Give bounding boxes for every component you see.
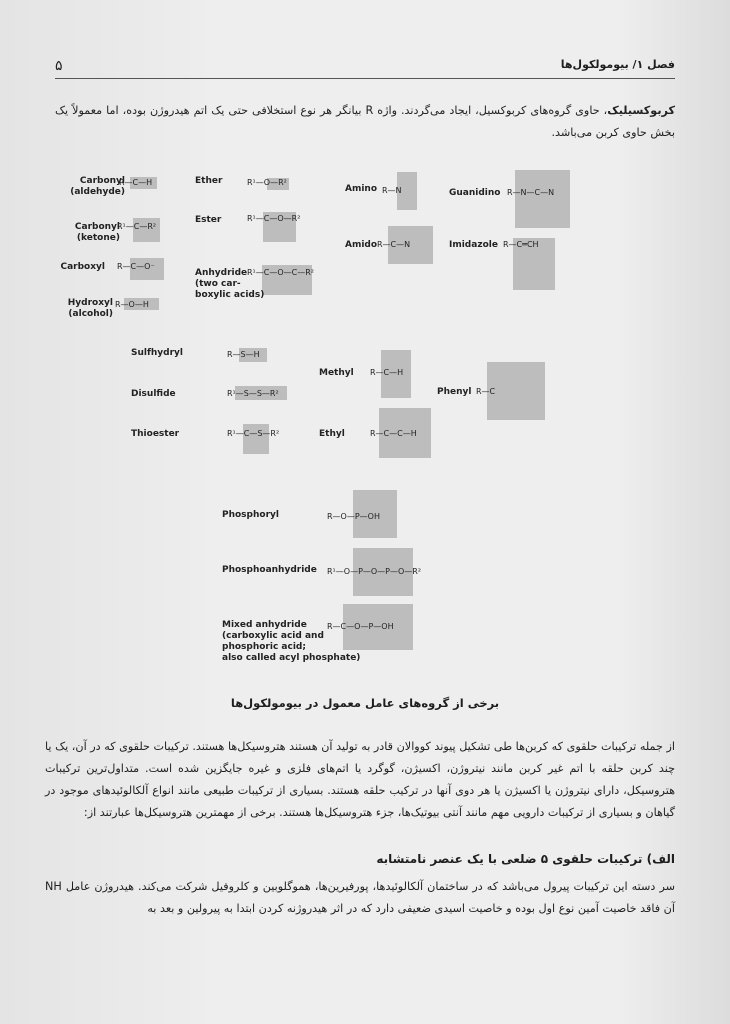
structural-formula: R—S—H [227,350,260,359]
group-name: Guanidino [449,188,501,198]
group-name: Phosphoanhydride [222,565,317,575]
structural-formula: R—C—H [370,368,404,377]
group-name: Methyl [319,368,354,378]
group-name: Carbonyl (ketone) [74,222,120,243]
group-name: Ester [195,215,222,225]
group-name: Anhydride (two car- boxylic acids) [195,268,265,300]
chapter-title: فصل ۱/ بیومولکول‌ها [560,58,675,71]
group-name: Carboxyl [60,262,105,272]
structural-formula: R¹—C—R² [117,222,157,231]
structural-formula: R—C═CH [503,240,539,249]
structural-formula: R—O—H [115,300,149,309]
intro-paragraph [55,100,675,144]
group-name: Thioester [131,429,180,439]
group-name: Carbonyl (aldehyde) [70,176,125,197]
structural-formula: R¹—C—O—R² [247,214,301,223]
functional-groups-figure [55,160,675,680]
group-name: Phenyl [437,387,472,397]
group-name: Amido [345,240,378,250]
structural-formula: R—C [476,387,496,396]
page-number: ۵ [55,58,63,74]
group-name: Amino [345,184,378,194]
highlight [487,362,545,420]
structural-formula: R—C—N [377,240,411,249]
paragraph-pyrrole: سر دسته این ترکیبات پیرول می‌باشد که در ساختمان آلکالوئیدها، پورفیرین‌ها، هموگلوبین و کلروفیل شرکت می‌کند. هیدروژن عامل NH آن فاقد خاصیت آمین نوع اول بوده و خاصیت اسیدی ضعیفی دارد که در اثر هیدروژنه کردن ابتدا به پیرولین و بعد به [45,880,675,915]
group-name: Ether [195,176,223,186]
group-name: Phosphoryl [222,510,279,520]
structural-formula: R—O—P—OH [327,512,380,521]
structural-formula: R¹—O—R² [247,178,287,187]
structural-formula: R—C—H [119,178,153,187]
group-name: Hydroxyl (alcohol) [67,298,113,319]
group-name: Disulfide [131,389,176,399]
structural-formula: R—C—O⁻ [117,262,155,271]
group-name: Sulfhydryl [131,348,183,358]
paragraph-heterocycles: از جمله ترکیبات حلقوی که کربن‌ها طی تشکیل پیوند کووالان قادر به تولید آن هستند هتروسیکل‌ها هستند. ترکیبات حلقوی که در آن، یک یا چند کربن حلقه با اتم غیر کربن مانند نیتروژن، اکسیژن، گوگرد یا اتم‌های فلزی و غیره جایگزین شده است. متداول‌ترین ترکیبات هتروسیکل، دارای نیتروژن یا اکسیژن یا هر دوی آنها در ترکیب حلقه هستند. بسیاری از ترکیبات طبیعی مانند انواع آلکالوئیدهای موجود در گیاهان و بسیاری از ترکیبات دارویی مهم مانند آنتی بیوتیک‌ها، جزء هتروسیکل‌ها هستند. برخی از مهمترین هتروسیکل‌ها عبارتند از: [45,740,675,819]
highlight [515,170,570,228]
group-name: Imidazole [449,240,498,250]
structural-formula: R—C—O—P—OH [327,622,394,631]
intro-term: کربوکسیلیک [607,104,675,117]
structural-formula: R—C—C—H [370,429,417,438]
intro-text: ، حاوی گروه‌های کربوکسیل، ایجاد می‌گردند. واژه R بیانگر هر نوع استخلافی حتی یک اتم هیدروژن بوده، اما معمولاً یک بخش حاوی کربن می‌باشد. [55,104,675,139]
structural-formula: R—N—C—N [507,188,555,197]
structural-formula: R¹—C—S—R² [227,429,280,438]
page-header [55,52,675,79]
structural-formula: R¹—S—S—R² [227,389,279,398]
group-name: Mixed anhydride (carboxylic acid and phosphoric acid; also called acyl phosphate) [222,620,361,663]
subheading: الف) ترکیبات حلقوی ۵ ضلعی با یک عنصر نامتشابه [376,852,675,866]
structural-formula: R—N [382,186,402,195]
group-name: Ethyl [319,429,345,439]
structural-formula: R¹—O—P—O—P—O—R² [327,567,422,576]
figure-caption: برخی از گروه‌های عامل معمول در بیومولکول‌ها [230,696,500,710]
structural-formula: R¹—C—O—C—R² [247,268,314,277]
